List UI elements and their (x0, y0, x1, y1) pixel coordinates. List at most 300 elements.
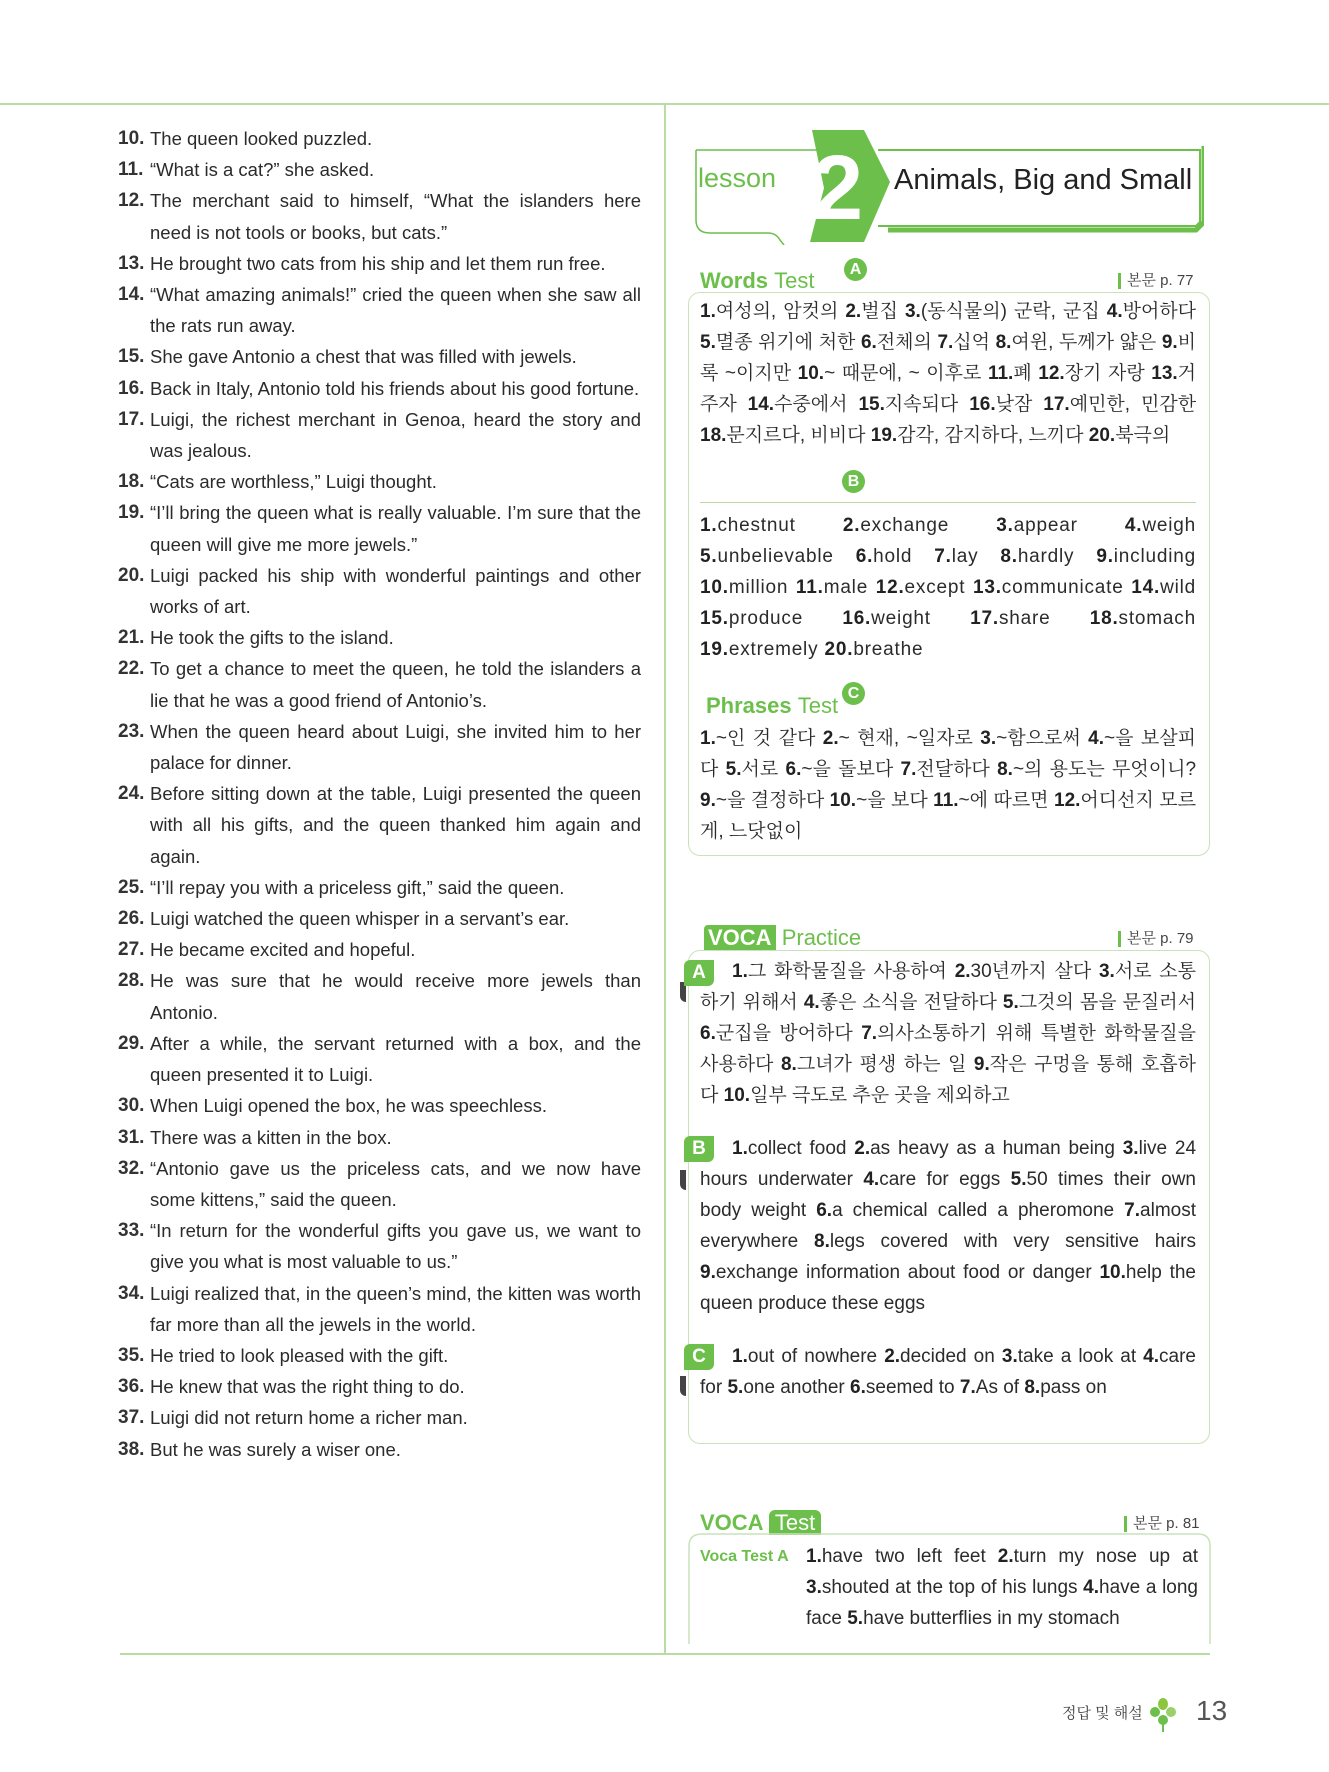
sentence-text: When the queen heard about Luigi, she invited him to her palace for dinner. (150, 720, 641, 774)
sentence-item (118, 1434, 641, 1465)
answer-number: 4. (1124, 515, 1143, 536)
answer-item (901, 759, 990, 780)
answer-number: 5. (700, 546, 718, 567)
answer-number: 17. (1043, 394, 1070, 415)
sentence-number: 35. (118, 1344, 145, 1366)
answer-number: 3. (904, 301, 921, 322)
answer-text: a chemical called a pheromone (832, 1200, 1115, 1221)
words-test-title: Words Test (700, 268, 815, 293)
answer-number: 4. (1106, 301, 1123, 322)
answer-number: 18. (700, 425, 727, 446)
sentence-item (118, 248, 641, 279)
sentence-number: 12. (118, 190, 145, 212)
sentence-number: 29. (118, 1032, 145, 1054)
sentence-text: “Antonio gave us the priceless cats, and we now have some kittens,” said the queen. (150, 1157, 641, 1210)
answer-number: 7. (934, 546, 952, 567)
voca-test-a-answers (806, 1541, 1198, 1634)
answer-number: 4. (1088, 728, 1104, 749)
answer-item (732, 1346, 877, 1367)
lesson-label: lesson (698, 163, 777, 193)
answer-number: 7. (1124, 1200, 1141, 1221)
answer-item (1090, 608, 1196, 629)
sentence-item (118, 1402, 641, 1433)
answer-number: 12. (1038, 363, 1065, 384)
answer-item (854, 1138, 1115, 1159)
answer-text: ~을 결정하다 (715, 790, 825, 811)
answer-item (798, 363, 982, 384)
answer-item (998, 1546, 1198, 1567)
answer-text: 좋은 소식을 전달하다 (819, 992, 997, 1013)
answer-item (732, 961, 947, 982)
answer-text: almost everywhere (700, 1200, 1196, 1252)
answer-text: 수중에서 (774, 394, 848, 415)
answer-item (969, 394, 1032, 415)
answer-text: 50 times their own body weight (700, 1169, 1196, 1221)
answer-text: decided on (900, 1346, 995, 1367)
answer-number: 6. (700, 1023, 716, 1044)
answer-item (1096, 546, 1196, 567)
answer-number: 10. (1099, 1262, 1126, 1283)
answer-number: 7. (861, 1023, 878, 1044)
answer-item (955, 961, 1092, 982)
sentence-text: But he was surely a wiser one. (150, 1438, 401, 1460)
answer-text: 문지르다, 비비다 (726, 425, 866, 446)
answer-item (937, 332, 990, 353)
sentence-text: The queen looked puzzled. (150, 128, 373, 149)
answer-number: 5. (725, 759, 742, 780)
answer-number: 13. (972, 577, 1002, 598)
practice-tag-a: A (684, 960, 714, 986)
answer-text: ~을 보살피다 (700, 728, 1196, 780)
answer-text: 서로 (741, 759, 779, 780)
answer-item (806, 1546, 986, 1567)
sentence-text: He was sure that he would receive more jewels than Antonio. (150, 970, 641, 1023)
answer-number: 11. (795, 577, 824, 598)
answer-number: 14. (1131, 577, 1161, 598)
answer-item (970, 608, 1050, 629)
answer-number: 14. (747, 394, 775, 415)
answer-text: exchange information about food or danger (715, 1262, 1092, 1283)
page-number: 13 (1196, 1695, 1228, 1726)
answer-number: 1. (700, 301, 716, 322)
sentence-item (118, 622, 641, 653)
lesson-number: 2 (812, 137, 864, 239)
answer-text: ~인 것 같다 (715, 728, 816, 749)
sentence-item (118, 1122, 641, 1153)
answer-text: 폐 (1013, 363, 1032, 384)
answer-number: 15. (700, 608, 729, 629)
answer-item (700, 332, 855, 353)
answer-text: exchange (860, 515, 950, 536)
answer-item (973, 577, 1124, 598)
answer-item (1131, 577, 1196, 598)
answer-text: 감각, 감지하다, 느끼다 (897, 425, 1084, 446)
answer-text: communicate (1001, 577, 1124, 598)
answer-number: 6. (816, 1200, 833, 1221)
answer-text: 그것의 몸을 문질러서 (1018, 992, 1196, 1013)
lesson-number-badge (798, 130, 890, 248)
answer-item (830, 790, 928, 811)
answer-item (1089, 425, 1170, 446)
answer-text: 벌집 (861, 301, 898, 322)
answer-text: (동식물의) 군락, 군집 (920, 301, 1100, 322)
answer-text: care for (700, 1346, 1196, 1398)
sentence-number: 25. (118, 876, 145, 898)
answer-text: million (728, 577, 789, 598)
answer-text: 30년까지 살다 (970, 961, 1092, 982)
answer-text: except (904, 577, 966, 598)
sentence-number: 23. (118, 720, 145, 742)
phrases-test-answers (700, 723, 1196, 847)
answer-number: 6. (850, 1377, 866, 1398)
answer-text: ~의 용도는 무엇이니? (1012, 759, 1197, 780)
answer-text: 십억 (953, 332, 991, 353)
answer-item (1107, 301, 1196, 322)
answer-text: 비록 ~이지만 (700, 332, 1197, 384)
answer-text: have butterflies in my stomach (863, 1608, 1120, 1629)
sentence-text: Luigi realized that, in the queen’s mind, the kitten was worth far more than all the jewels in the world. (150, 1282, 641, 1335)
sentence-item (118, 497, 641, 559)
answer-text: 거주자 (700, 363, 1197, 415)
sentence-text: Luigi watched the queen whisper in a servant’s ear. (150, 908, 570, 930)
answer-text: take a look at (1017, 1346, 1137, 1367)
sentence-item (118, 404, 641, 466)
answer-number: 3. (996, 515, 1014, 536)
answer-number: 1. (700, 728, 716, 749)
answer-item (980, 728, 1080, 749)
answer-text: help the queen produce these eggs (700, 1262, 1196, 1314)
sentence-text: She gave Antonio a chest that was filled with jewels. (150, 346, 577, 368)
answer-text: hold (873, 546, 913, 567)
answer-number: 8. (1000, 546, 1018, 567)
answer-text: ~ 현재, ~일자로 (838, 728, 973, 749)
answer-number: 1. (732, 1346, 748, 1367)
answer-item (858, 394, 958, 415)
answer-item (884, 1346, 995, 1367)
answer-text: pass on (1040, 1377, 1107, 1398)
sentence-number: 31. (118, 1126, 145, 1148)
sentence-text: Back in Italy, Antonio told his friends about his good fortune. (150, 377, 640, 399)
answer-text: 의사소통하기 위해 특별한 화학물질을 사용하다 (700, 1023, 1196, 1075)
answer-text: ~을 돌보다 (801, 759, 894, 780)
answer-item (997, 759, 1196, 780)
sentence-text: There was a kitten in the box. (150, 1126, 392, 1148)
answer-text: 그녀가 평생 하는 일 (796, 1054, 967, 1075)
answer-number: 12. (875, 577, 905, 598)
sentence-list (118, 123, 641, 1465)
answer-number: 8. (814, 1231, 830, 1252)
answer-text: As of (975, 1377, 1020, 1398)
answer-number: 11. (987, 363, 1014, 384)
sentence-text: He knew that was the right thing to do. (150, 1376, 465, 1398)
answer-number: 2. (854, 1138, 871, 1159)
sentence-item (118, 373, 641, 404)
practice-tag-b: B (684, 1136, 714, 1162)
answer-item (700, 608, 803, 629)
sentence-item (118, 1090, 641, 1121)
answer-item (1125, 515, 1196, 536)
sentence-number: 26. (118, 908, 145, 930)
sentence-number: 38. (118, 1438, 145, 1460)
answer-number: 6. (860, 332, 877, 353)
answer-text: ~을 보다 (856, 790, 928, 811)
sentence-number: 10. (118, 128, 145, 149)
answer-item (823, 728, 973, 749)
answer-text: 군집을 방어하다 (715, 1023, 853, 1044)
answer-number: 3. (1001, 1346, 1018, 1367)
sentence-item (118, 466, 641, 497)
words-test-page-ref: 본문 p. 77 (1118, 273, 1194, 289)
sentence-item (118, 1371, 641, 1402)
answer-number: 17. (970, 608, 999, 629)
answer-number: 8. (995, 332, 1012, 353)
answer-text: male (823, 577, 869, 598)
answer-item (700, 1023, 853, 1044)
answer-item (871, 425, 1084, 446)
badge-c: C (842, 682, 865, 705)
sentence-number: 17. (118, 408, 145, 430)
answer-item (856, 546, 913, 567)
answer-item (786, 759, 894, 780)
sentence-number: 16. (118, 377, 145, 399)
answer-item (996, 515, 1077, 536)
answer-number: 10. (797, 363, 825, 384)
answer-number: 1. (700, 515, 718, 536)
sentence-item (118, 716, 641, 778)
answer-item (988, 363, 1032, 384)
answer-number: 5. (727, 1377, 744, 1398)
sentence-number: 20. (118, 564, 145, 586)
answer-item (700, 577, 788, 598)
lesson-header (688, 130, 1206, 252)
answer-number: 1. (732, 961, 748, 982)
answer-text: share (998, 608, 1051, 629)
badge-a: A (844, 258, 867, 281)
answer-text: 전달하다 (916, 759, 990, 780)
answer-text: 낮잠 (995, 394, 1033, 415)
answer-item (1043, 394, 1196, 415)
answer-number: 7. (959, 1377, 976, 1398)
sentence-item (118, 965, 641, 1027)
answer-text: including (1113, 546, 1196, 567)
answer-number: 6. (785, 759, 802, 780)
voca-practice-c-answers (700, 1341, 1196, 1403)
sentence-text: “Cats are worthless,” Luigi thought. (150, 471, 437, 493)
sentence-number: 27. (118, 939, 145, 961)
tag-c-shadow (680, 1376, 686, 1396)
answer-text: care for eggs (879, 1169, 1001, 1190)
sentence-number: 21. (118, 627, 145, 649)
answer-item (842, 608, 931, 629)
answer-number: 3. (1098, 961, 1115, 982)
answer-item (700, 1262, 1092, 1283)
answer-item (806, 1577, 1078, 1598)
words-test-a-answers (700, 296, 1196, 451)
sentence-text: The merchant said to himself, “What the islanders here need is not tools or books, but cats.” (150, 190, 641, 243)
answer-text: breathe (853, 639, 924, 660)
answer-number: 2. (954, 961, 971, 982)
answer-text: have two left feet (821, 1546, 986, 1567)
answer-text: legs covered with very sensitive hairs (829, 1231, 1196, 1252)
answer-text: 어디선지 모르게, 느닷없이 (700, 790, 1197, 842)
lesson-title: Animals, Big and Small (894, 164, 1193, 196)
answer-item (934, 546, 978, 567)
answer-number: 5. (1002, 992, 1019, 1013)
sentence-number: 14. (118, 284, 145, 306)
answer-text: extremely (728, 639, 819, 660)
answer-number: 13. (1151, 363, 1178, 384)
sentence-item (118, 123, 641, 154)
answer-item (726, 759, 779, 780)
sentence-number: 13. (118, 252, 145, 274)
answer-item (845, 301, 898, 322)
answer-text: chestnut (717, 515, 796, 536)
answer-text: 예민한, 민감한 (1069, 394, 1197, 415)
answer-text: collect food (747, 1138, 847, 1159)
answer-number: 16. (842, 608, 872, 629)
answer-text: wild (1160, 577, 1196, 598)
answer-text: appear (1013, 515, 1078, 536)
answer-item (700, 301, 838, 322)
voca-practice-title: VOCA Practice (704, 925, 861, 951)
answer-number: 5. (847, 1608, 864, 1629)
sentence-item (118, 341, 641, 372)
sentence-item (118, 1028, 641, 1090)
sentence-number: 11. (118, 159, 144, 181)
answer-number: 15. (858, 394, 885, 415)
sentence-text: Before sitting down at the table, Luigi presented the queen with all his gifts, and the queen thanked him again and again. (150, 783, 641, 867)
answer-text: 일부 극도로 추운 곳을 제외하고 (750, 1085, 1010, 1106)
answer-number: 18. (1089, 608, 1119, 629)
answer-item (796, 577, 868, 598)
answer-text: 북극의 (1115, 425, 1171, 446)
sentence-number: 28. (118, 970, 145, 992)
voca-test-a-label: Voca Test A (700, 1548, 789, 1565)
answer-item (781, 1054, 966, 1075)
answer-text: as heavy as a human being (870, 1138, 1115, 1159)
answer-item (1002, 1346, 1136, 1367)
answer-number: 9. (700, 1262, 716, 1283)
answer-number: 3. (1122, 1138, 1139, 1159)
sentence-text: “I’ll repay you with a priceless gift,” said the queen. (150, 876, 565, 898)
answer-number: 4. (1143, 1346, 1160, 1367)
sentence-text: He tried to look pleased with the gift. (150, 1344, 449, 1366)
sentence-text: “In return for the wonderful gifts you gave us, we want to give you what is most valuable to us.” (150, 1220, 641, 1273)
answer-item (850, 1377, 955, 1398)
answer-text: ~에 따르면 (958, 790, 1049, 811)
answer-item (960, 1377, 1019, 1398)
answer-item (861, 332, 932, 353)
sentence-number: 30. (118, 1095, 145, 1117)
answer-item (1024, 1377, 1106, 1398)
badge-b: B (842, 470, 865, 493)
sentence-text: Luigi, the richest merchant in Genoa, heard the story and was jealous. (150, 408, 641, 462)
footer-label: 정답 및 해설 (1062, 1705, 1143, 1722)
answer-text: 장기 자랑 (1064, 363, 1145, 384)
answer-number: 10. (723, 1085, 751, 1106)
answer-item (700, 639, 818, 660)
answer-number: 2. (884, 1346, 901, 1367)
sentence-item (118, 279, 641, 341)
answer-text: 그 화학물질을 사용하여 (747, 961, 947, 982)
answer-number: 4. (863, 1169, 880, 1190)
bottom-rule (120, 1653, 1210, 1655)
answer-number: 6. (855, 546, 874, 567)
answer-item (700, 515, 796, 536)
answer-item (1000, 546, 1074, 567)
answer-number: 9. (973, 1054, 990, 1075)
answer-number: 8. (780, 1054, 797, 1075)
answer-text: ~ 때문에, ~ 이후로 (824, 363, 982, 384)
practice-tag-c: C (684, 1344, 714, 1370)
answer-item (748, 394, 848, 415)
answer-item (824, 639, 923, 660)
answer-number: 3. (806, 1577, 822, 1598)
answer-item (700, 425, 865, 446)
sentence-number: 32. (118, 1157, 145, 1179)
answer-number: 9. (1161, 332, 1178, 353)
sentence-item (118, 1278, 641, 1340)
tag-b-shadow (680, 1170, 686, 1190)
answer-number: 2. (845, 301, 862, 322)
answer-number: 3. (980, 728, 997, 749)
answer-item (700, 546, 834, 567)
answer-item (1003, 992, 1196, 1013)
sentence-number: 36. (118, 1376, 145, 1398)
answer-number: 16. (969, 394, 996, 415)
answer-number: 1. (732, 1138, 748, 1159)
sentence-text: “What amazing animals!” cried the queen when she saw all the rats run away. (150, 284, 641, 337)
answer-number: 10. (700, 577, 729, 598)
sentence-number: 18. (118, 471, 145, 493)
words-test-b-answers (700, 510, 1196, 665)
answer-number: 2. (997, 1546, 1014, 1567)
answer-item (724, 1085, 1010, 1106)
answer-number: 4. (803, 992, 820, 1013)
sentence-item (118, 1215, 641, 1277)
answer-number: 8. (997, 759, 1013, 780)
sentence-text: When Luigi opened the box, he was speechless. (150, 1095, 547, 1117)
answer-number: 9. (1096, 546, 1114, 567)
answer-item (804, 992, 997, 1013)
answer-text: hardly (1017, 546, 1075, 567)
column-divider (664, 103, 666, 1653)
answer-text: 여성의, 암컷의 (715, 301, 839, 322)
answer-item (996, 332, 1157, 353)
voca-test-page-ref: 본문 p. 81 (1124, 1516, 1200, 1532)
answer-number: 7. (900, 759, 917, 780)
sentence-text: He became excited and hopeful. (150, 939, 416, 961)
sentence-text: To get a chance to meet the queen, he told the islanders a lie that he was a good friend of Antonio’s. (150, 658, 641, 711)
answer-text: 서로 소통하기 위해서 (700, 961, 1197, 1013)
sentence-number: 34. (118, 1282, 145, 1304)
section-divider (700, 502, 1196, 503)
answer-text: have a long face (806, 1577, 1198, 1629)
answer-item (1038, 363, 1144, 384)
answer-text: lay (951, 546, 979, 567)
answer-item (700, 790, 824, 811)
answer-item (863, 1169, 1000, 1190)
answer-item (814, 1231, 1196, 1252)
answer-number: 12. (1054, 790, 1081, 811)
answer-number: 7. (937, 332, 954, 353)
sentence-item (118, 653, 641, 715)
sentence-item (118, 185, 641, 247)
answer-text: turn my nose up at (1013, 1546, 1198, 1567)
answer-number: 5. (1010, 1169, 1027, 1190)
answer-item (876, 577, 966, 598)
sentence-text: Luigi packed his ship with wonderful paintings and other works of art. (150, 564, 641, 618)
